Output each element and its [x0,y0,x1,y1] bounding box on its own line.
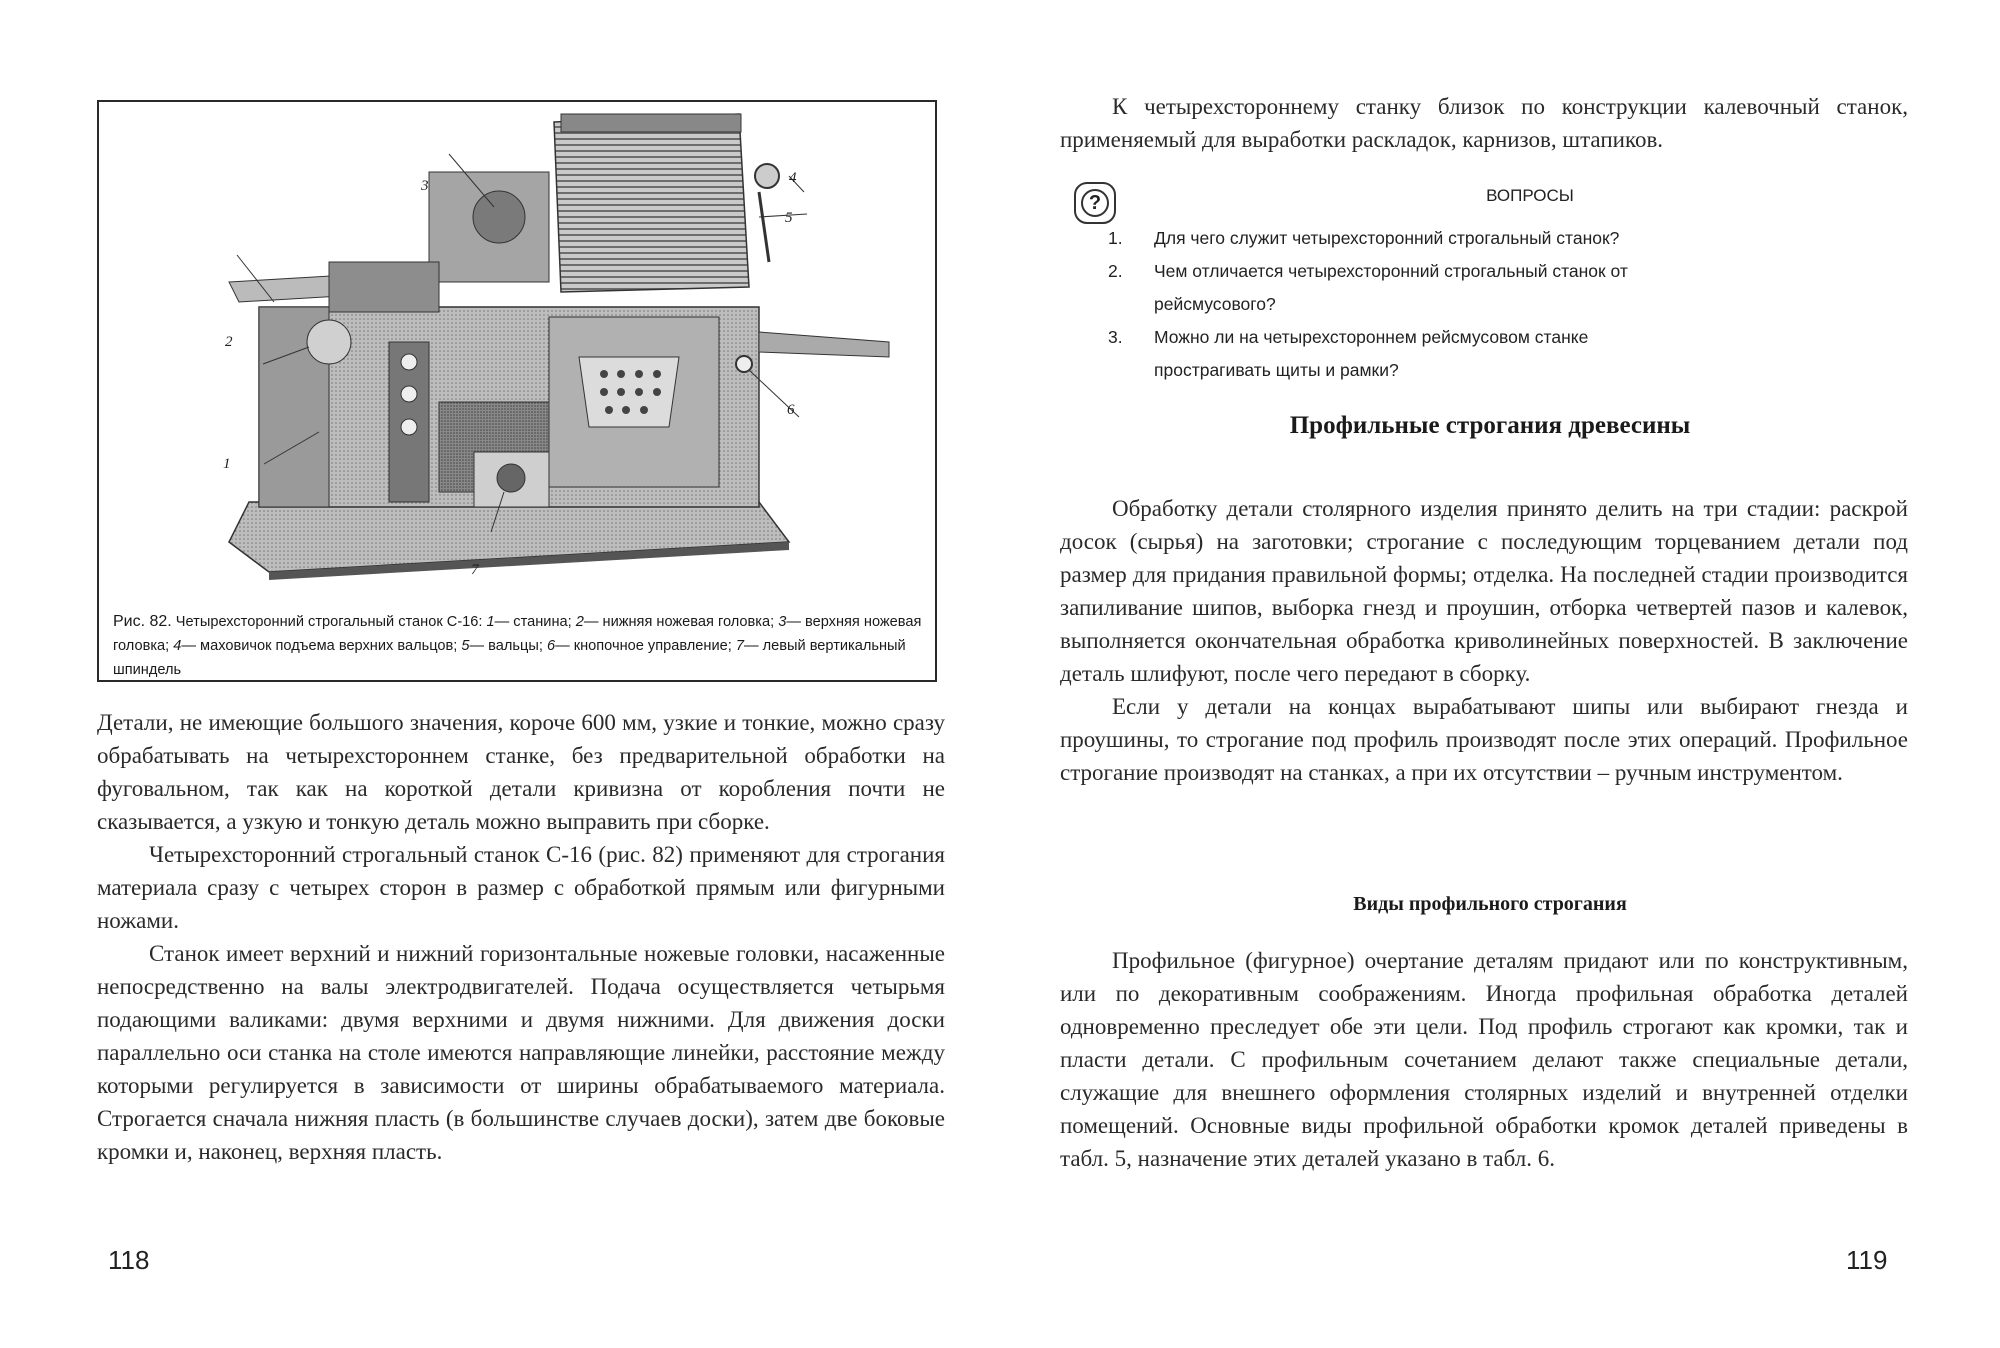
top-housing [554,114,749,292]
subsection-body-text [1060,944,1908,1175]
callout-2: 2 [225,334,233,350]
machine-illustration [99,102,935,602]
question-item [1108,255,1628,321]
callout-6: 6 [787,402,795,418]
callout-4: 4 [789,170,797,186]
page-number: 118 [108,1245,150,1275]
caption-item-num: 1 [486,614,495,630]
paragraph: Обработку детали столярного изделия принято делить на три стадии: раскрой досок (сырья) на заготовки; строгание с последующим торцеванием детали под размер для придания правильной формы; отделка. На последней стадии производится запиливание шипов, выборка гнезд и проушин, отборка четвертей пазов и калевок, выполняется окончательная обработка криволинейных поверхностей. В заключение деталь шлифуют, после чего передают в сборку. [1060,496,1908,686]
figure-caption [113,610,923,682]
caption-item-text: — левый вертикальный шпиндель [113,638,906,678]
caption-item-num: 3 [778,614,787,630]
paragraph: Четырехсторонний строгальный станок С-16 (рис. 82) применяют для строгания материала сразу с четырех сторон в размер с обработкой прямым или фигурными ножами. [97,842,945,933]
paragraph: Станок имеет верхний и нижний горизонтальные ножевые головки, насаженные непосредственно на валы электродвигателей. Подача осуществляется четырьмя подающими валиками: двумя верхними и двумя нижними. Для движения доски параллельно оси станка на столе имеются направляющие линейки, расстояние между которыми регулируется в зависимости от ширины обрабатываемого материала. Строгается сначала нижняя пласть (в большинстве случаев доски), затем две боковые кромки и, наконец, верхняя пласть. [97,941,945,1164]
question-icon [1074,182,1116,224]
paragraph: Если у детали на концах вырабатывают шипы или выбирают гнезда и проушины, то строгание под профиль производят после этих операций. Профильное строгание производят на станках, а при их отсутствии – ручным инструментом. [1060,694,1908,785]
question-number: 2. [1108,261,1123,281]
section-heading: Профильные строгания древесины [1289,412,1691,439]
caption-item-num: 7 [735,638,744,654]
caption-item-num: 6 [546,638,556,654]
right-page [1000,0,2000,1348]
page-number: 119 [1846,1245,1888,1275]
question-mark: ? [1081,189,1109,217]
section-body-text [1060,492,1908,789]
figure-title: Четырехсторонний строгальный станок С-16: [171,614,487,630]
callout-5: 5 [785,210,793,226]
caption-item-text: — нижняя ножевая головка; [583,614,779,630]
paragraph: К четырехстороннему станку близок по конструкции калевочный станок, применяемый для выработки раскладок, карнизов, штапиков. [1060,94,1908,152]
caption-item-text: — маховичок подъема верхних вальцов; [181,638,462,654]
callout-1: 1 [223,456,231,472]
question-text: Чем отличается четырехсторонний строгальный станок от рейсмусового? [1154,261,1628,314]
callout-7: 7 [471,562,479,578]
intro-text [1060,90,1908,156]
subsection-heading: Виды профильного строгания [1353,893,1627,915]
caption-item-text: — вальцы; [469,638,547,654]
caption-item-text: — кнопочное управление; [555,638,736,654]
caption-item-text: — станина; [494,614,576,630]
caption-item-num: 2 [575,614,584,630]
left-body-text [97,706,945,1168]
caption-item-num: 5 [461,638,470,654]
caption-item-num: 4 [173,638,182,654]
caption-item-text: — верхняя ножевая головка; [113,614,922,654]
question-number: 3. [1108,327,1123,347]
figure-82 [97,100,937,682]
questions-title: ВОПРОСЫ [1486,186,1574,205]
question-item [1108,222,1628,255]
figure-label: Рис. 82. [113,613,172,630]
question-item [1108,321,1628,387]
question-number: 1. [1108,228,1123,248]
paragraph: Детали, не имеющие большого значения, короче 600 мм, узкие и тонкие, можно сразу обрабатывать на четырехстороннем станке, без предварительной обработки на фуговальном, так как на короткой детали кривизна от коробления почти не сказывается, а узкую и тонкую деталь можно выправить при сборке. [97,710,945,834]
questions-list [1108,222,1628,387]
paragraph: Профильное (фигурное) очертание деталям придают или по конструктивным, или по декоративным соображениям. Иногда профильная обработка деталей одновременно преследует обе эти цели. Под профиль строгают как кромки, так и пласти детали. С профильным сочетанием делают также специальные детали, служащие для внешнего оформления столярных изделий и внутренней отделки помещений. Основные виды профильной обработки кромок деталей приведены в табл. 5, назначение этих деталей указано в табл. 6. [1060,948,1908,1171]
question-text: Для чего служит четырехсторонний строгальный станок? [1154,228,1620,248]
question-text: Можно ли на четырехстороннем рейсмусовом станке прострагивать щиты и рамки? [1154,327,1589,380]
callout-3: 3 [421,178,429,194]
